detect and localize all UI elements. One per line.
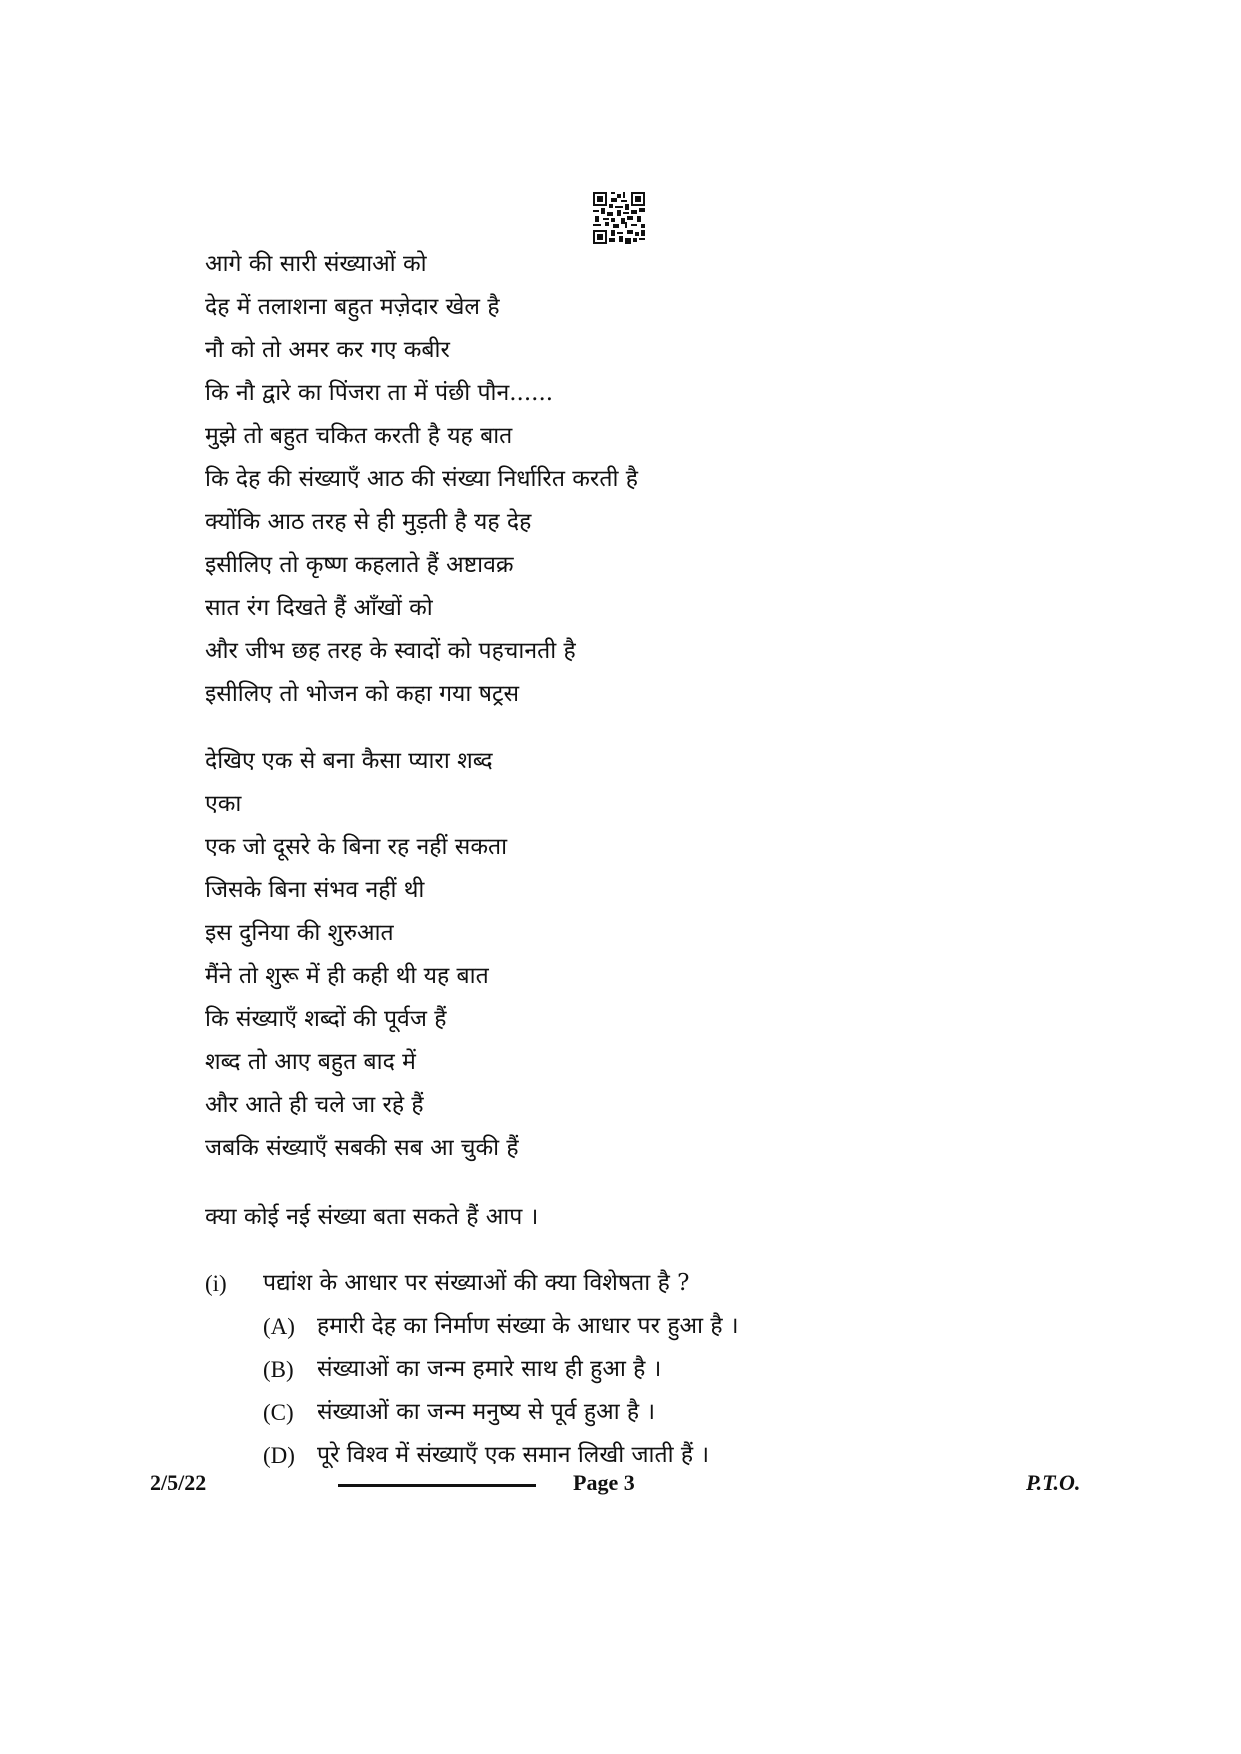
poem-stanza-1 — [205, 243, 638, 716]
option-letter: (A) — [263, 1314, 295, 1339]
qr-code-icon — [593, 192, 645, 244]
poem-line: देह में तलाशना बहुत मज़ेदार खेल है — [205, 294, 500, 320]
question-number: (i) — [205, 1271, 227, 1296]
poem-line: सात रंग दिखते हैं आँखों को — [205, 595, 433, 621]
poem-line: क्या कोई नई संख्या बता सकते हैं आप । — [205, 1204, 539, 1230]
poem-line: मैंने तो शुरू में ही कही थी यह बात — [205, 963, 489, 989]
option-row — [263, 1305, 1105, 1348]
question-row — [205, 1262, 1105, 1305]
option-text: पूरे विश्व में संख्याएँ एक समान लिखी जाती हैं । — [317, 1442, 710, 1468]
option-letter: (B) — [263, 1357, 294, 1382]
poem-line: जिसके बिना संभव नहीं थी — [205, 877, 425, 903]
poem-line: क्योंकि आठ तरह से ही मुड़ती है यह देह — [205, 509, 532, 535]
option-text: हमारी देह का निर्माण संख्या के आधार पर हुआ है । — [317, 1313, 739, 1339]
option-row — [263, 1391, 1105, 1434]
poem-stanza-2 — [205, 740, 519, 1170]
poem-line: देखिए एक से बना कैसा प्यारा शब्द — [205, 748, 493, 774]
question-text: पद्यांश के आधार पर संख्याओं की क्या विशेषता है ? — [263, 1270, 690, 1296]
poem-line: मुझे तो बहुत चकित करती है यह बात — [205, 423, 513, 449]
poem-line: एक जो दूसरे के बिना रह नहीं सकता — [205, 834, 508, 860]
question-block — [205, 1262, 1105, 1477]
poem-line: जबकि संख्याएँ सबकी सब आ चुकी हैं — [205, 1135, 519, 1161]
poem-line: इस दुनिया की शुरुआत — [205, 920, 394, 946]
poem-stanza-3 — [205, 1196, 538, 1239]
page-number: Page 3 — [573, 1470, 635, 1495]
option-text: संख्याओं का जन्म हमारे साथ ही हुआ है । — [317, 1356, 662, 1382]
poem-line: इसीलिए तो भोजन को कहा गया षट्रस — [205, 681, 520, 707]
option-text: संख्याओं का जन्म मनुष्य से पूर्व हुआ है । — [317, 1399, 656, 1425]
poem-line: और आते ही चले जा रहे हैं — [205, 1092, 424, 1118]
poem-line: इसीलिए तो कृष्ण कहलाते हैं अष्टावक्र — [205, 552, 514, 578]
options-list — [263, 1305, 1105, 1477]
pto-label: P.T.O. — [1026, 1470, 1081, 1495]
poem-line: आगे की सारी संख्याओं को — [205, 251, 427, 277]
paper-code: 2/5/22 — [150, 1470, 207, 1495]
poem-line: और जीभ छह तरह के स्वादों को पहचानती है — [205, 638, 576, 664]
poem-line: कि संख्याएँ शब्दों की पूर्वज हैं — [205, 1006, 447, 1032]
poem-line: एका — [205, 791, 242, 817]
option-letter: (D) — [263, 1443, 295, 1468]
option-letter: (C) — [263, 1400, 294, 1425]
poem-line: कि देह की संख्याएँ आठ की संख्या निर्धारित करती है — [205, 466, 638, 492]
poem-line: शब्द तो आए बहुत बाद में — [205, 1049, 416, 1075]
page-footer — [0, 1470, 1241, 1510]
option-row — [263, 1348, 1105, 1391]
poem-line: कि नौ द्वारे का पिंजरा ता में पंछी पौन...... — [205, 380, 554, 406]
poem-line: नौ को तो अमर कर गए कबीर — [205, 337, 450, 363]
footer-divider — [338, 1484, 536, 1487]
